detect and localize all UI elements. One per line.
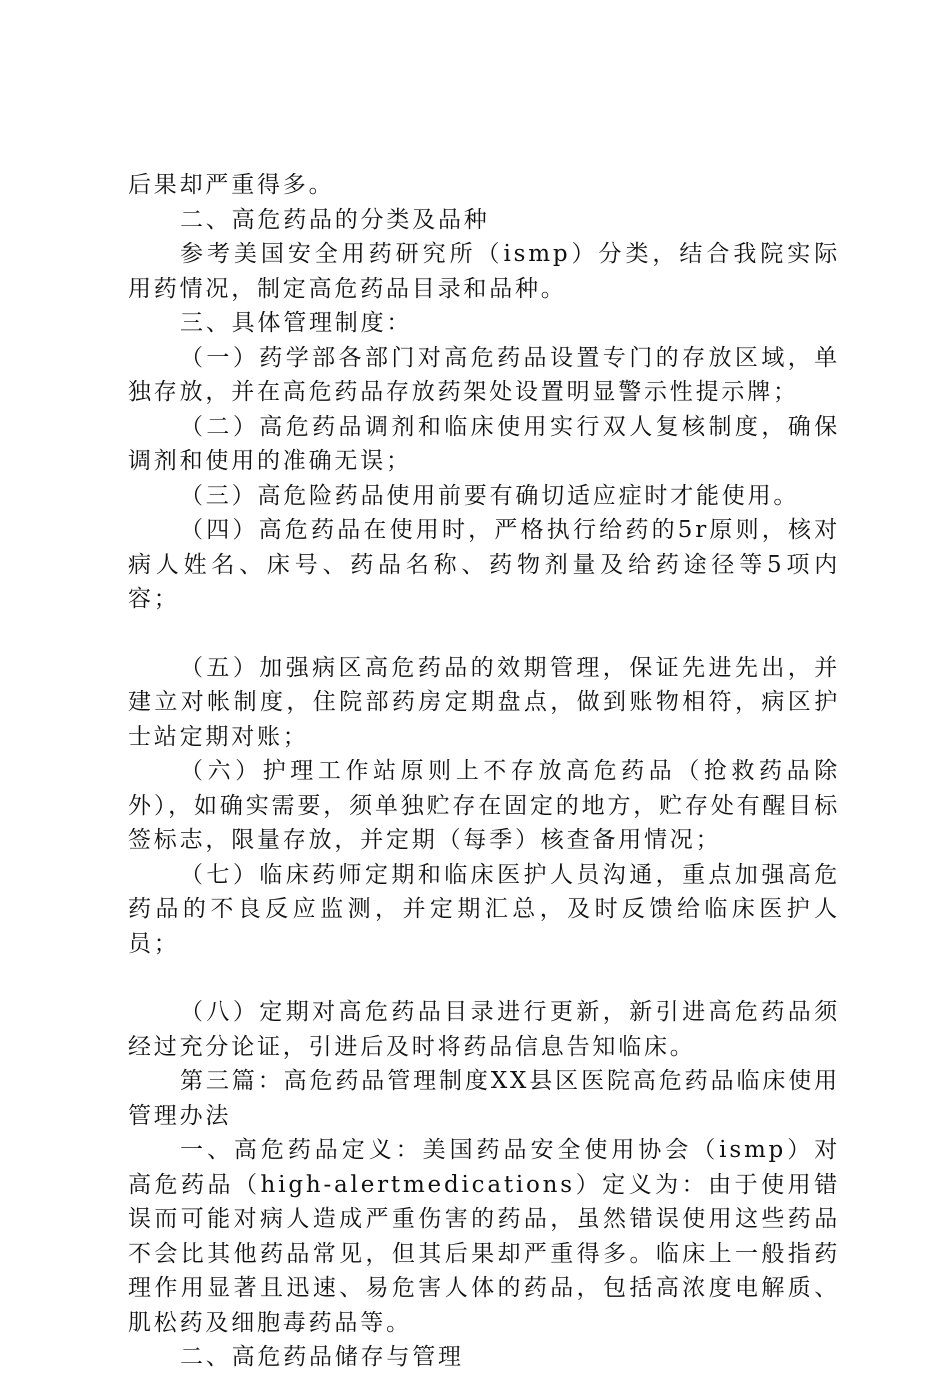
paragraph-classification: 参考美国安全用药研究所（ismp）分类，结合我院实际用药情况，制定高危药品目录和品种。	[128, 241, 840, 302]
rule-item-2: （二）高危药品调剂和临床使用实行双人复核制度，确保调剂和使用的准确无误；	[128, 413, 840, 474]
rule-item-6: （六）护理工作站原则上不存放高危药品（抢救药品除外），如确实需要，须单独贮存在固定的地方，贮存处有醒目标签标志，限量存放，并定期（每季）核查备用情况；	[128, 758, 840, 853]
section-heading-classification: 二、高危药品的分类及品种	[180, 206, 490, 233]
document-page	[128, 168, 840, 1375]
section-heading-management: 三、具体管理制度：	[180, 310, 413, 336]
rule-item-1: （一）药学部各部门对高危药品设置专门的存放区域，单独存放，并在高危药品存放药架处设置明显警示性提示牌；	[128, 344, 840, 405]
rule-item-5: （五）加强病区高危药品的效期管理，保证先进先出，并建立对帐制度，住院部药房定期盘点，做到账物相符，病区护士站定期对账；	[128, 654, 840, 750]
rule-item-3: （三）高危险药品使用前要有确切适应症时才能使用。	[180, 482, 800, 509]
paragraph-definition: 一、高危药品定义：美国药品安全使用协会（ismp）对高危药品（high-alertmedications）定义为：由于使用错误而可能对病人造成严重伤害的药品，虽然错误使用这些药品不会比其他药品常见，但其后果却严重得多。临床上一般指药理作用显著且迅速、易危害人体的药品，包括高浓度电解质、肌松药及细胞毒药品等。	[128, 1137, 840, 1336]
rule-item-7: （七）临床药师定期和临床医护人员沟通，重点加强高危药品的不良反应监测，并定期汇总，及时反馈给临床医护人员；	[128, 861, 840, 957]
chapter-title-part-three: 第三篇：高危药品管理制度XX县区医院高危药品临床使用管理办法	[128, 1068, 840, 1129]
section-heading-storage: 二、高危药品储存与管理	[180, 1344, 464, 1370]
rule-item-4: （四）高危药品在使用时，严格执行给药的5r原则，核对病人姓名、床号、药品名称、药物剂量及给药途径等5项内容；	[128, 517, 840, 612]
paragraph-continuation: 后果却严重得多。	[128, 172, 335, 198]
rule-item-8: （八）定期对高危药品目录进行更新，新引进高危药品须经过充分论证，引进后及时将药品信息告知临床。	[128, 999, 840, 1060]
